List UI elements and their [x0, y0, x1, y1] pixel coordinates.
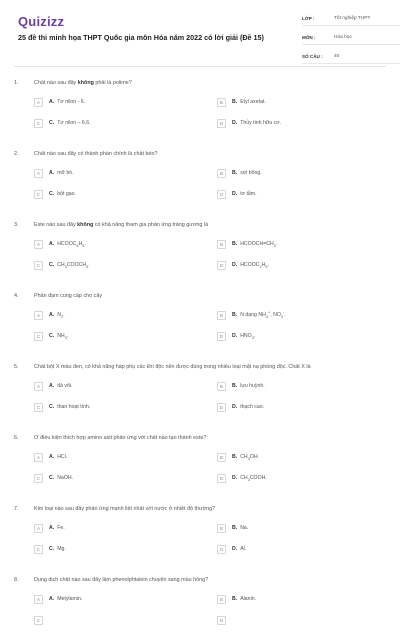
option-checkbox[interactable]: B	[217, 169, 226, 178]
option-checkbox[interactable]: D	[217, 190, 226, 199]
option-letter: D.	[232, 333, 238, 339]
answer-option-b[interactable]	[217, 452, 259, 462]
option-letter: A.	[49, 454, 55, 460]
option-text: Mg.	[57, 546, 66, 552]
option-text: đá vôi.	[57, 383, 73, 389]
option-letter: B.	[232, 312, 238, 318]
option-checkbox[interactable]: C	[34, 403, 43, 412]
option-checkbox[interactable]: C	[34, 474, 43, 483]
option-text: sợi bông.	[240, 170, 262, 176]
worksheet-title: 25 đề thi minh họa THPT Quốc gia môn Hóa năm 2022 có lời giải (Đề 15)	[18, 33, 264, 42]
answer-option-a[interactable]	[34, 239, 86, 249]
option-text: tơ tằm.	[240, 191, 257, 197]
answer-option-b[interactable]	[217, 97, 266, 107]
option-checkbox[interactable]: D	[217, 403, 226, 412]
question-text-part: Ở điều kiện thích hợp amino axit phản ứng với chất nào tạo thành este?	[34, 435, 207, 441]
answer-option-d[interactable]	[217, 473, 267, 483]
option-text: Na.	[240, 525, 249, 531]
option-text: than hoạt tính.	[57, 404, 91, 410]
answer-option-d[interactable]	[217, 544, 246, 554]
question-text	[34, 222, 386, 228]
option-letter: B.	[232, 241, 238, 247]
option-letter: B.	[232, 525, 238, 531]
meta-row-count	[302, 50, 400, 64]
answer-option-a[interactable]	[34, 594, 82, 604]
option-letter: A.	[49, 383, 55, 389]
question-text	[34, 80, 386, 86]
answer-option-b[interactable]	[217, 239, 277, 249]
answer-option-b[interactable]	[217, 168, 262, 178]
question-text-part: Dung dịch chất nào sau đây làm phenolphtalein chuyển sang màu hồng?	[34, 577, 209, 583]
worksheet-meta	[302, 12, 400, 69]
option-checkbox[interactable]: B	[217, 595, 226, 604]
option-text: $HCOOC_2H_5$.	[240, 262, 269, 270]
option-letter: A.	[49, 241, 55, 247]
option-letter: C.	[49, 262, 55, 268]
option-checkbox[interactable]: B	[217, 382, 226, 391]
answer-option-a[interactable]	[34, 97, 85, 107]
question-number: 7.	[14, 506, 19, 512]
option-text: thạch cao.	[240, 404, 265, 410]
question-item	[14, 429, 388, 500]
option-text: HCl.	[57, 454, 68, 460]
answer-option-a[interactable]	[34, 168, 74, 178]
option-letter: C.	[49, 333, 55, 339]
option-letter: A.	[49, 596, 55, 602]
option-checkbox[interactable]: C	[34, 616, 43, 625]
answer-option-d[interactable]	[217, 118, 281, 128]
quizizz-logo: Quizizz	[18, 14, 65, 29]
option-checkbox[interactable]: D	[217, 119, 226, 128]
option-checkbox[interactable]: C	[34, 261, 43, 270]
option-letter: B.	[232, 596, 238, 602]
question-item	[14, 216, 388, 287]
answer-option-b[interactable]	[217, 523, 248, 533]
option-text: $HNO_3$.	[240, 333, 256, 341]
answer-option-a[interactable]	[34, 523, 65, 533]
option-checkbox[interactable]: C	[34, 119, 43, 128]
answer-option-c[interactable]	[34, 331, 68, 341]
option-text: Tơ nilon - 6.	[57, 99, 86, 105]
question-item	[14, 74, 388, 145]
question-text-part: phải là polime?	[93, 80, 132, 86]
worksheet-header	[14, 0, 386, 67]
option-checkbox[interactable]: D	[217, 261, 226, 270]
option-text: Thủy tinh hữu cơ.	[240, 120, 282, 126]
option-letter: D.	[232, 262, 238, 268]
meta-value: Tốt nghiệp THPT	[334, 16, 371, 21]
option-text: Etyl axetat.	[240, 99, 266, 105]
option-checkbox[interactable]: A	[34, 240, 43, 249]
answer-option-c[interactable]	[34, 473, 73, 483]
option-checkbox[interactable]: B	[217, 98, 226, 107]
option-checkbox[interactable]: A	[34, 169, 43, 178]
option-checkbox[interactable]: A	[34, 524, 43, 533]
question-text-part: Phân đạm cung cấp cho cây	[34, 293, 103, 299]
option-letter: D.	[232, 120, 238, 126]
answer-option-c[interactable]	[34, 189, 76, 199]
answer-option-a[interactable]	[34, 310, 65, 320]
option-letter: B.	[232, 454, 238, 460]
question-number: 2.	[14, 151, 19, 157]
question-number: 6.	[14, 435, 19, 441]
question-text-emphasis: không	[77, 80, 94, 86]
option-checkbox[interactable]: D	[217, 616, 226, 625]
option-letter: D.	[232, 546, 238, 552]
question-text-part: Chất bột X màu đen, có khả năng hấp phụ các khí độc nên được dùng trong nhiều loại mặt nạ phòng độc. Chất X là	[34, 364, 311, 370]
meta-value: 40	[334, 54, 340, 59]
option-letter: A.	[49, 170, 55, 176]
option-checkbox[interactable]: D	[217, 545, 226, 554]
question-number: 8.	[14, 577, 19, 583]
answer-option-d[interactable]	[217, 260, 269, 270]
question-text	[34, 506, 386, 512]
option-letter: C.	[49, 120, 55, 126]
question-text-emphasis: không	[77, 222, 94, 228]
option-checkbox[interactable]: B	[217, 311, 226, 320]
option-checkbox[interactable]: A	[34, 453, 43, 462]
option-text: mỡ bò.	[57, 170, 74, 176]
option-checkbox[interactable]: B	[217, 453, 226, 462]
question-text	[34, 577, 386, 583]
option-text: $CH_3OH$.	[240, 454, 260, 462]
option-text: Al.	[240, 546, 247, 552]
option-letter: C.	[49, 475, 55, 481]
option-letter: D.	[232, 404, 238, 410]
option-text: Alanin.	[240, 596, 257, 602]
question-item	[14, 571, 388, 642]
option-checkbox[interactable]: B	[217, 524, 226, 533]
meta-row-class	[302, 12, 400, 26]
option-text: $N_2$.	[57, 312, 65, 320]
option-checkbox[interactable]: A	[34, 98, 43, 107]
question-item	[14, 287, 388, 358]
answer-option-c[interactable]	[34, 402, 90, 412]
question-text	[34, 364, 386, 370]
option-text: bột gạo.	[57, 191, 76, 197]
answer-option-c[interactable]	[34, 260, 90, 270]
option-letter: B.	[232, 383, 238, 389]
option-text: Metylamin.	[57, 596, 83, 602]
meta-key: LỚP :	[302, 16, 315, 21]
option-checkbox[interactable]: B	[217, 240, 226, 249]
option-text: Fe.	[57, 525, 65, 531]
question-text-part: Este nào sau đây	[34, 222, 78, 228]
meta-value: Hóa học	[334, 35, 352, 40]
option-text: $NH_3$.	[57, 333, 69, 341]
option-text: $CH_3COOCH_3$.	[57, 262, 90, 270]
question-text	[34, 435, 386, 441]
option-letter: C.	[49, 546, 55, 552]
option-letter: D.	[232, 475, 238, 481]
option-letter: B.	[232, 170, 238, 176]
question-text	[34, 293, 386, 299]
question-text	[34, 151, 386, 157]
question-text-part: Chất nào sau đây có thành phần chính là chất béo?	[34, 151, 158, 157]
question-text-part: Chất nào sau đây	[34, 80, 78, 86]
option-text: N dạng $NH_4^+$, $NO_3^-$.	[240, 310, 286, 320]
option-text: $HCOOC_6H_5$.	[57, 241, 86, 249]
answer-option-d[interactable]	[217, 189, 257, 199]
answer-option-d[interactable]	[217, 615, 232, 625]
option-checkbox[interactable]: D	[217, 474, 226, 483]
question-number: 5.	[14, 364, 19, 370]
option-checkbox[interactable]: A	[34, 595, 43, 604]
option-text: lưu huỳnh.	[240, 383, 265, 389]
option-checkbox[interactable]: A	[34, 311, 43, 320]
question-list	[14, 74, 388, 642]
option-letter: A.	[49, 312, 55, 318]
option-letter: C.	[49, 404, 55, 410]
option-letter: A.	[49, 99, 55, 105]
meta-row-subject	[302, 31, 400, 45]
answer-option-c[interactable]	[34, 615, 49, 625]
meta-key: MÔN :	[302, 35, 316, 40]
option-text: Tơ nilon – 6,6.	[57, 120, 91, 126]
question-item	[14, 358, 388, 429]
answer-option-b[interactable]	[217, 594, 256, 604]
option-letter: A.	[49, 525, 55, 531]
option-checkbox[interactable]: A	[34, 382, 43, 391]
question-number: 4.	[14, 293, 19, 299]
option-text: $HCOOCH=CH_2$.	[240, 241, 278, 249]
option-text: $CH_3COOH$.	[240, 475, 267, 483]
option-letter: B.	[232, 99, 238, 105]
question-number: 1.	[14, 80, 19, 86]
option-letter: D.	[232, 191, 238, 197]
answer-option-d[interactable]	[217, 331, 255, 341]
meta-key: SỐ CÂU :	[302, 54, 323, 59]
option-checkbox[interactable]: C	[34, 545, 43, 554]
question-item	[14, 500, 388, 571]
option-checkbox[interactable]: D	[217, 332, 226, 341]
question-text-part: Kim loại nào sau đây phản ứng mạnh liệt nhất với nước ở nhiệt độ thường?	[34, 506, 216, 512]
option-text: NaOH.	[57, 475, 74, 481]
answer-option-b[interactable]	[217, 310, 286, 320]
option-letter: C.	[49, 191, 55, 197]
answer-option-a[interactable]	[34, 381, 72, 391]
answer-option-d[interactable]	[217, 402, 264, 412]
answer-option-c[interactable]	[34, 544, 66, 554]
answer-option-a[interactable]	[34, 452, 67, 462]
question-text-part: có khả năng tham gia phản ứng tráng gương là	[93, 222, 209, 228]
question-item	[14, 145, 388, 216]
option-checkbox[interactable]: C	[34, 332, 43, 341]
option-checkbox[interactable]: C	[34, 190, 43, 199]
answer-option-c[interactable]	[34, 118, 91, 128]
answer-option-b[interactable]	[217, 381, 265, 391]
question-number: 3.	[14, 222, 19, 228]
